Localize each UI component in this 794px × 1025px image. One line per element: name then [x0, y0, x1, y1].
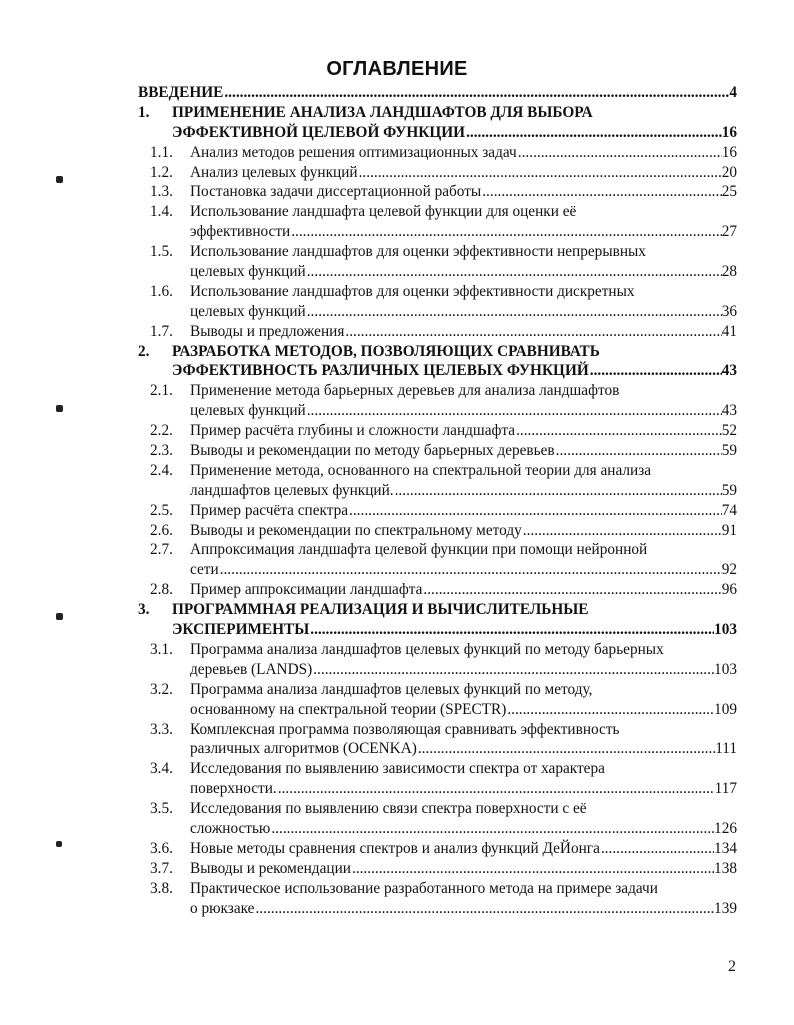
- toc-line: [138, 143, 737, 163]
- toc-line: [138, 739, 737, 759]
- dot-leader: [517, 143, 722, 163]
- entry-number: [138, 401, 190, 421]
- toc-line: [138, 899, 737, 919]
- entry-title: сети: [190, 561, 219, 579]
- toc-entry: [138, 839, 737, 859]
- toc-line: [138, 521, 737, 541]
- entry-page: 59: [721, 481, 737, 499]
- entry-number: [138, 361, 172, 381]
- toc-line: [138, 441, 737, 461]
- entry-number: 1.2.: [150, 163, 173, 181]
- table-of-contents: [138, 83, 737, 918]
- toc-line: [138, 580, 737, 600]
- toc-line: [138, 401, 737, 421]
- entry-number: [138, 123, 172, 143]
- toc-line: [138, 83, 737, 103]
- dot-leader: [522, 521, 722, 541]
- entry-number: 2.6.: [150, 521, 173, 539]
- dot-leader: [306, 401, 722, 421]
- entry-number: [138, 700, 190, 720]
- entry-number: [138, 660, 190, 680]
- entry-number: 3.3.: [150, 720, 173, 738]
- entry-title: Программа анализа ландшафтов целевых функций по методу,: [190, 680, 593, 698]
- entry-title: Выводы и рекомендации: [190, 859, 351, 877]
- entry-page: 138: [714, 859, 737, 877]
- entry-page: 134: [714, 839, 737, 857]
- entry-title: Пример расчёта спектра: [190, 501, 349, 519]
- toc-line: [138, 660, 737, 680]
- entry-title: различных алгоритмов (OCENKA): [190, 740, 417, 758]
- entry-page: 126: [714, 819, 737, 837]
- toc-entry: [138, 461, 737, 501]
- entry-number: 3.: [138, 601, 150, 619]
- entry-number: [138, 899, 190, 919]
- toc-entry: [138, 759, 737, 799]
- entry-page: 109: [714, 700, 737, 718]
- dot-leader: [417, 739, 715, 759]
- entry-number: [138, 739, 190, 759]
- entry-title: Использование ландшафта целевой функции для оценки её: [190, 203, 577, 221]
- entry-title: целевых функций: [190, 302, 306, 320]
- toc-entry: [138, 103, 737, 143]
- entry-number: [138, 560, 190, 580]
- toc-line: [138, 620, 737, 640]
- entry-number: 1.4.: [150, 203, 173, 221]
- toc-line: [138, 123, 737, 143]
- toc-line: [138, 779, 737, 799]
- entry-title: Практическое использование разработанного метода на примере задачи: [190, 879, 658, 897]
- entry-title: поверхности.: [190, 780, 277, 798]
- toc-entry: [138, 342, 737, 382]
- toc-entry: [138, 640, 737, 680]
- entry-title: Использование ландшафтов для оценки эффективности дискретных: [190, 282, 635, 300]
- dot-leader: [358, 163, 722, 183]
- entry-page: 4: [729, 84, 737, 101]
- entry-number: 1.6.: [150, 282, 173, 300]
- toc-line: [138, 361, 737, 381]
- dot-leader: [344, 322, 721, 342]
- entry-number: [138, 620, 172, 640]
- dot-leader: [481, 182, 721, 202]
- dot-leader: [422, 580, 721, 600]
- entry-number: 3.8.: [150, 879, 173, 897]
- toc-entry: [138, 282, 737, 322]
- toc-entry: [138, 421, 737, 441]
- entry-page: 74: [721, 501, 737, 519]
- entry-title: основанному на спектральной теории (SPECTR): [190, 700, 507, 718]
- entry-number: 1.3.: [150, 183, 173, 201]
- entry-page: 27: [721, 223, 737, 241]
- entry-page: 96: [721, 581, 737, 599]
- toc-line: [138, 859, 737, 879]
- toc-line: [138, 720, 737, 740]
- entry-title: ЭКСПЕРИМЕНТЫ: [172, 621, 310, 639]
- entry-number: 3.2.: [150, 680, 173, 698]
- toc-entry: [138, 441, 737, 461]
- toc-entry: [138, 242, 737, 282]
- toc-entry: [138, 322, 737, 342]
- entry-title: Пример расчёта глубины и сложности ландшафта: [190, 422, 516, 440]
- entry-title: Исследования по выявлению связи спектра поверхности с её: [190, 800, 587, 818]
- entry-number: [138, 302, 190, 322]
- entry-title: ЭФФЕКТИВНОЙ ЦЕЛЕВОЙ ФУНКЦИИ: [172, 123, 466, 141]
- toc-entry: [138, 83, 737, 103]
- entry-page: 41: [721, 322, 737, 340]
- dot-leader: [351, 859, 714, 879]
- entry-number: [138, 262, 190, 282]
- entry-title: Выводы и предложения: [190, 322, 345, 340]
- scan-artifact-mark: [56, 841, 62, 847]
- entry-number: 2.5.: [150, 501, 173, 519]
- entry-title: РАЗРАБОТКА МЕТОДОВ, ПОЗВОЛЯЮЩИХ СРАВНИВАТЬ: [172, 342, 600, 360]
- entry-number: 2.3.: [150, 442, 173, 460]
- entry-page: 59: [721, 442, 737, 460]
- entry-number: 1.1.: [150, 143, 173, 161]
- entry-number: 1.7.: [150, 322, 173, 340]
- entry-number: [138, 222, 190, 242]
- toc-line: [138, 282, 737, 302]
- toc-line: [138, 540, 737, 560]
- dot-leader: [600, 839, 714, 859]
- entry-number: 2.2.: [150, 422, 173, 440]
- entry-title: Программа анализа ландшафтов целевых функций по методу барьерных: [190, 640, 664, 658]
- entry-title: Анализ целевых функций: [190, 163, 358, 181]
- scan-artifact-mark: [56, 613, 63, 620]
- entry-number: 1.: [138, 103, 150, 121]
- entry-page: 16: [721, 123, 737, 141]
- toc-line: [138, 640, 737, 660]
- dot-leader: [589, 361, 722, 381]
- entry-title: Анализ методов решения оптимизационных задач: [190, 143, 517, 161]
- toc-line: [138, 103, 737, 123]
- entry-title: Постановка задачи диссертационной работы: [190, 183, 482, 201]
- toc-entry: [138, 799, 737, 839]
- toc-line: [138, 461, 737, 481]
- entry-number: 3.4.: [150, 760, 173, 778]
- toc-entry: [138, 720, 737, 760]
- toc-line: [138, 262, 737, 282]
- toc-line: [138, 302, 737, 322]
- entry-number: 1.5.: [150, 243, 173, 261]
- entry-page: 91: [721, 521, 737, 539]
- entry-page: 25: [721, 183, 737, 201]
- entry-title: Комплексная программа позволяющая сравнивать эффективность: [190, 720, 620, 738]
- entry-title: эффективности: [190, 223, 291, 241]
- entry-number: 2.: [138, 342, 150, 360]
- entry-title: целевых функций: [190, 402, 306, 420]
- dot-leader: [306, 262, 722, 282]
- entry-title: ВВЕДЕНИЕ: [138, 84, 224, 101]
- entry-page: 103: [714, 660, 737, 678]
- entry-number: 3.7.: [150, 859, 173, 877]
- toc-line: [138, 700, 737, 720]
- toc-line: [138, 163, 737, 183]
- toc-line: [138, 759, 737, 779]
- entry-page: 111: [715, 740, 737, 758]
- entry-number: 2.1.: [150, 382, 173, 400]
- entry-title: ПРОГРАММНАЯ РЕАЛИЗАЦИЯ И ВЫЧИСЛИТЕЛЬНЫЕ: [172, 601, 589, 619]
- entry-title: Применение метода барьерных деревьев для анализа ландшафтов: [190, 382, 620, 400]
- entry-number: [138, 779, 190, 799]
- dot-leader: [506, 700, 714, 720]
- entry-title: ЭФФЕКТИВНОСТЬ РАЗЛИЧНЫХ ЦЕЛЕВЫХ ФУНКЦИЙ: [172, 362, 589, 380]
- toc-line: [138, 342, 737, 362]
- entry-title: деревьев (LANDS): [190, 660, 313, 678]
- toc-line: [138, 819, 737, 839]
- toc-entry: [138, 501, 737, 521]
- entry-number: 2.7.: [150, 541, 173, 559]
- toc-line: [138, 481, 737, 501]
- toc-line: [138, 560, 737, 580]
- entry-page: 92: [721, 561, 737, 579]
- toc-entry: [138, 859, 737, 879]
- dot-leader: [312, 660, 714, 680]
- toc-line: [138, 879, 737, 899]
- dot-leader: [254, 899, 714, 919]
- toc-line: [138, 322, 737, 342]
- entry-title: Пример аппроксимации ландшафта: [190, 581, 423, 599]
- toc-line: [138, 799, 737, 819]
- toc-line: [138, 242, 737, 262]
- entry-page: 43: [721, 362, 737, 380]
- dot-leader: [219, 560, 722, 580]
- entry-number: 3.1.: [150, 640, 173, 658]
- toc-entry: [138, 540, 737, 580]
- entry-number: 3.5.: [150, 800, 173, 818]
- dot-leader: [306, 302, 722, 322]
- toc-line: [138, 839, 737, 859]
- entry-number: [138, 481, 190, 501]
- toc-line: [138, 600, 737, 620]
- entry-title: Аппроксимация ландшафта целевой функции при помощи нейронной: [190, 541, 648, 559]
- entry-title: Выводы и рекомендации по методу барьерных деревьев: [190, 442, 555, 460]
- toc-entry: [138, 580, 737, 600]
- toc-entry: [138, 182, 737, 202]
- entry-page: 117: [714, 780, 737, 798]
- entry-page: 36: [721, 302, 737, 320]
- toc-entry: [138, 680, 737, 720]
- dot-leader: [555, 441, 722, 461]
- toc-entry: [138, 202, 737, 242]
- entry-title: ПРИМЕНЕНИЕ АНАЛИЗА ЛАНДШАФТОВ ДЛЯ ВЫБОРА: [172, 103, 593, 121]
- dot-leader: [394, 481, 722, 501]
- entry-title: Выводы и рекомендации по спектральному методу: [190, 521, 522, 539]
- toc-line: [138, 680, 737, 700]
- page-number: 2: [728, 958, 736, 975]
- toc-line: [138, 202, 737, 222]
- scan-artifact-mark: [56, 405, 63, 412]
- toc-line: [138, 222, 737, 242]
- toc-entry: [138, 879, 737, 919]
- entry-title: целевых функций: [190, 263, 306, 281]
- entry-page: 16: [721, 143, 737, 161]
- toc-line: [138, 501, 737, 521]
- toc-line: [138, 421, 737, 441]
- entry-number: 3.6.: [150, 839, 173, 857]
- toc-entry: [138, 381, 737, 421]
- entry-number: 2.4.: [150, 461, 173, 479]
- entry-page: 103: [714, 621, 737, 639]
- entry-number: 2.8.: [150, 581, 173, 599]
- toc-line: [138, 381, 737, 401]
- dot-leader: [270, 819, 714, 839]
- dot-leader: [290, 222, 722, 242]
- entry-title: о рюкзаке: [190, 899, 255, 917]
- entry-page: 52: [721, 422, 737, 440]
- entry-title: Использование ландшафтов для оценки эффективности непрерывных: [190, 243, 646, 261]
- entry-title: Применение метода, основанного на спектральной теории для анализа: [190, 461, 652, 479]
- entry-title: ландшафтов целевых функций.: [190, 481, 394, 499]
- toc-entry: [138, 143, 737, 163]
- toc-entry: [138, 600, 737, 640]
- entry-page: 139: [714, 899, 737, 917]
- entry-title: сложностью: [190, 819, 271, 837]
- toc-line: [138, 182, 737, 202]
- entry-number: [138, 819, 190, 839]
- dot-leader: [223, 83, 729, 103]
- scan-artifact-mark: [56, 176, 63, 183]
- entry-title: Новые методы сравнения спектров и анализ функций ДеЙонга: [190, 839, 600, 857]
- dot-leader: [348, 501, 722, 521]
- dot-leader: [515, 421, 722, 441]
- entry-page: 28: [721, 263, 737, 281]
- toc-entry: [138, 521, 737, 541]
- page-title: ОГЛАВЛЕНИЕ: [326, 58, 468, 80]
- entry-title: Исследования по выявлению зависимости спектра от характера: [190, 760, 605, 778]
- dot-leader: [277, 779, 715, 799]
- entry-page: 43: [721, 402, 737, 420]
- toc-entry: [138, 163, 737, 183]
- dot-leader: [465, 123, 722, 143]
- dot-leader: [309, 620, 714, 640]
- entry-page: 20: [721, 163, 737, 181]
